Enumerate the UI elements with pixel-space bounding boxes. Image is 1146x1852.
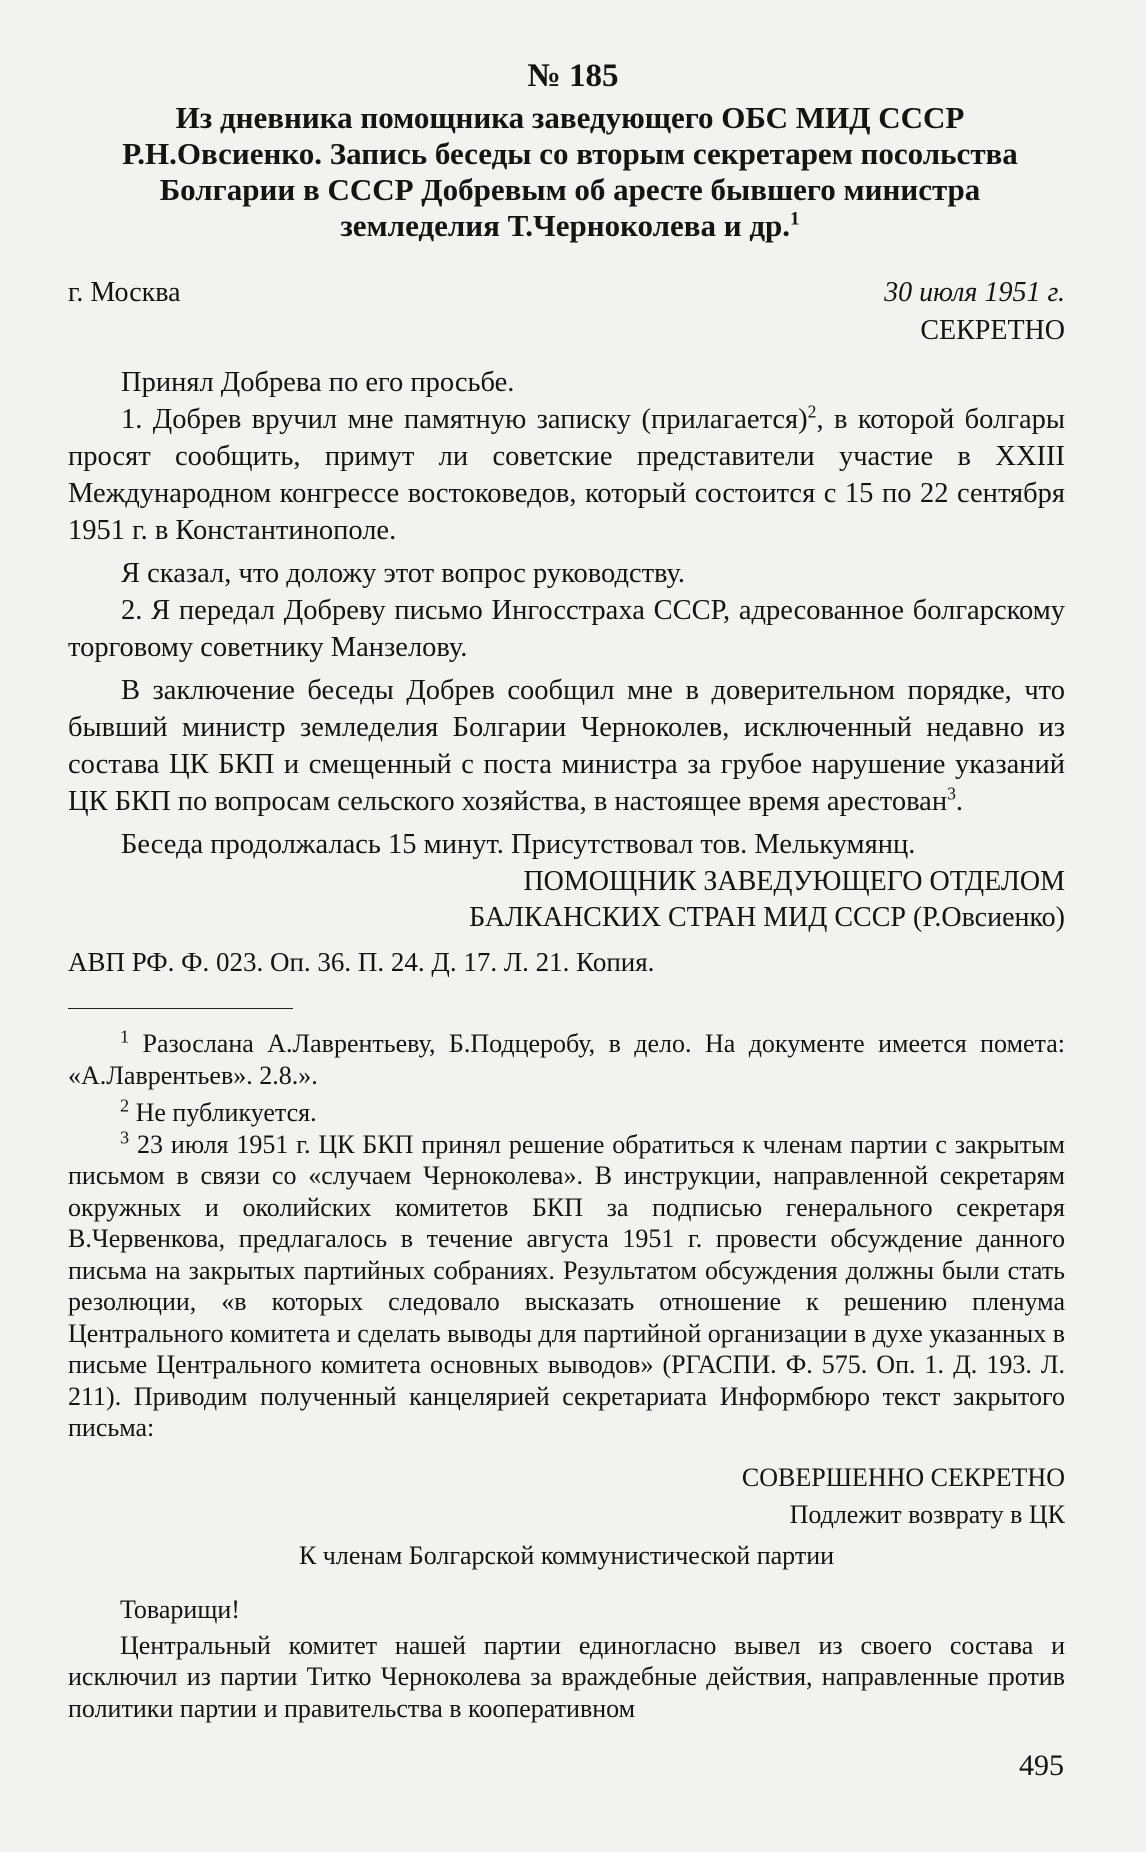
signature-line-1: ПОМОЩНИК ЗАВЕДУЮЩЕГО ОТДЕЛОМ	[523, 866, 1065, 897]
title-footnote-ref: 1	[790, 208, 800, 230]
paragraph-4-text: В заключение беседы Добрев сообщил мне в доверительном порядке, что бывший министр земледелия Болгарии Черноколев, исключенный недавно из состава ЦК БКП и смещенный с поста министра за грубое нарушение указаний ЦК БКП по вопросам сельского хозяйства, в настоящее время арестован	[68, 675, 1065, 817]
paragraph-2: Я сказал, что доложу этот вопрос руководству.	[121, 558, 686, 589]
letter-addressee: К членам Болгарской коммунистической партии	[298, 1541, 835, 1570]
letter-return-note: Подлежит возврату в ЦК	[789, 1500, 1065, 1529]
document-number: № 185	[527, 58, 619, 94]
footnote-3-ref: 3	[120, 1126, 130, 1147]
document-place: г. Москва	[68, 277, 181, 308]
footnote-divider	[68, 1008, 293, 1009]
paragraph-0: Принял Добрева по его просьбе.	[121, 367, 515, 398]
archive-reference: АВП РФ. Ф. 023. Оп. 36. П. 24. Д. 17. Л. 21. Копия.	[68, 947, 655, 977]
footnote-1-text: Разослана А.Лаврентьеву, Б.Подцеробу, в дело. На документе имеется помета: «А.Лаврентьев». 2.8.».	[68, 1029, 1065, 1090]
signature-line-2: БАЛКАНСКИХ СТРАН МИД СССР (Р.Овсиенко)	[469, 902, 1065, 933]
document-date: 30 июля 1951 г.	[884, 277, 1065, 308]
letter-body	[68, 1594, 1065, 1724]
paragraph-1-text-b: , в которой болгары просят сообщить, примут ли советские представители участие в XXIII Международном конгрессе востоковедов, который состоится с 15 по 22 сентября 1951 г. в Константинополе.	[68, 404, 1065, 546]
footnote-2	[68, 1097, 1065, 1129]
letter-salutation: Товарищи!	[120, 1595, 240, 1624]
paragraph-3: 2. Я передал Добреву письмо Ингосстраха СССР, адресованное болгарскому торговому советнику Манзелову.	[68, 595, 1065, 663]
footnote-ref-3: 3	[947, 783, 956, 804]
paragraph-4-end: .	[955, 786, 964, 817]
footnote-3	[68, 1126, 1065, 1444]
footnotes	[68, 1028, 1065, 1444]
paragraph-5: Беседа продолжалась 15 минут. Присутствовал тов. Мелькумянц.	[121, 829, 916, 860]
footnote-1-ref: 1	[120, 1026, 130, 1047]
letter-classification: СОВЕРШЕННО СЕКРЕТНО	[741, 1463, 1065, 1492]
page-number: 495	[1019, 1749, 1064, 1782]
paragraph-4	[68, 672, 1065, 820]
place-date-row	[68, 275, 1065, 311]
classification-label: СЕКРЕТНО	[920, 315, 1065, 346]
letter-paragraph: Центральный комитет нашей партии единогласно вывел из своего состава и исключил из партии Титко Черноколева за враждебные действия, направленные против политики партии и правительства в кооперативном	[68, 1630, 1065, 1723]
footnote-ref-2: 2	[807, 401, 817, 422]
footnote-2-text: Не публикуется.	[135, 1098, 317, 1127]
footnote-1	[68, 1028, 1065, 1091]
footnote-3-text: 23 июля 1951 г. ЦК БКП принял решение обратиться к членам партии с закрытым письмом в связи со «случаем Черноколева». В инструкции, направленной секретарям окружных и околийских комитетов БКП за подписью генерального секретаря В.Червенкова, предлагалось в течение августа 1951 г. провести обсуждение данного письма на закрытых партийных собраниях. Результатом обсуждения должны были стать резолюции, «в которых следовало высказать отношение к решению пленума Центрального комитета и сделать выводы для партийной организации в духе указанных в письме Центрального комитета основных выводов» (РГАСПИ. Ф. 575. Оп. 1. Д. 193. Л. 211). Приводим полученный канцелярией секретариата Информбюро текст закрытого письма:	[68, 1129, 1065, 1442]
document-title-text: Из дневника помощника заведующего ОБС МИД СССР Р.Н.Овсиенко. Запись беседы со вторым секретарем посольства Болгарии в СССР Добревым об аресте бывшего министра земледелия Т.Черноколева и др.	[122, 100, 1018, 243]
paragraph-1-text-a: 1. Добрев вручил мне памятную записку (прилагается)	[121, 404, 808, 435]
footnote-2-ref: 2	[120, 1095, 130, 1116]
document-body	[68, 364, 1065, 863]
paragraph-1	[68, 401, 1065, 549]
document-title	[80, 100, 1060, 244]
